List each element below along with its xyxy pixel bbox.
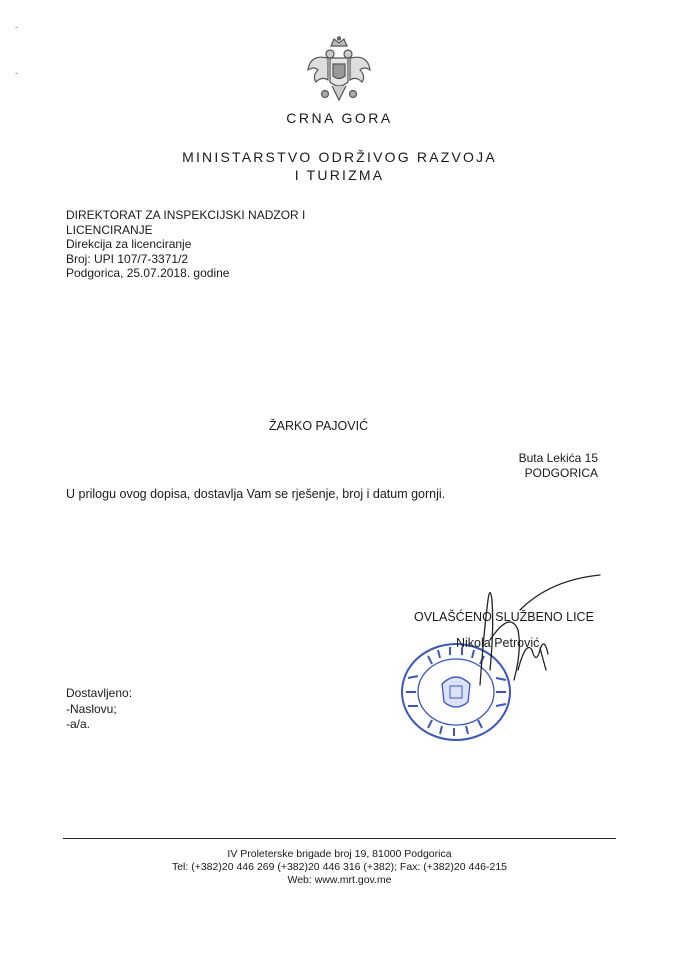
address-street: Buta Lekića 15 <box>518 451 598 465</box>
footer-web: Web: www.mrt.gov.me <box>287 874 392 886</box>
footer <box>0 848 679 887</box>
ministry-name <box>0 148 679 184</box>
footer-address: IV Proleterske brigade broj 19, 81000 Podgorica <box>227 848 452 860</box>
directorate-sub: Direkcija za licenciranje <box>66 237 192 251</box>
scan-mark: - <box>15 68 18 78</box>
delivery-list <box>66 686 132 733</box>
directorate-line-1: DIREKTORAT ZA INSPEKCIJSKI NADZOR I <box>66 208 306 222</box>
ministry-line-2: I TURIZMA <box>294 167 385 183</box>
reference-number: Broj: UPI 107/7-3371/2 <box>66 251 189 266</box>
official-name: Nikola Petrović <box>456 636 540 650</box>
sender-block <box>66 208 305 281</box>
country-name: CRNA GORA <box>286 110 393 126</box>
footer-phones: Tel: (+382)20 446 269 (+382)20 446 316 (+382); Fax: (+382)20 446-215 <box>171 861 508 873</box>
address-city: PODGORICA <box>524 466 598 480</box>
letter-body: U prilogu ovog dopisa, dostavlja Vam se rješenje, broj i datum gornji. <box>66 487 446 501</box>
delivery-item: -a/a. <box>66 717 91 731</box>
place-date: Podgorica, 25.07.2018. godine <box>66 266 230 280</box>
recipient-address <box>500 451 598 481</box>
directorate-line-2: LICENCIRANJE <box>66 222 153 237</box>
official-title: OVLAŠĆENO SLUŽBENO LICE <box>414 610 594 624</box>
recipient-name: ŽARKO PAJOVIĆ <box>269 419 369 433</box>
scan-mark: - <box>15 22 18 32</box>
handwritten-signature-icon <box>470 570 605 690</box>
delivery-heading: Dostavljeno: <box>66 686 133 700</box>
ministry-line-1: MINISTARSTVO ODRŽIVOG RAZVOJA <box>182 149 497 165</box>
delivery-item: -Naslovu; <box>66 701 117 716</box>
coat-of-arms-icon <box>306 36 372 106</box>
footer-divider <box>63 838 616 839</box>
